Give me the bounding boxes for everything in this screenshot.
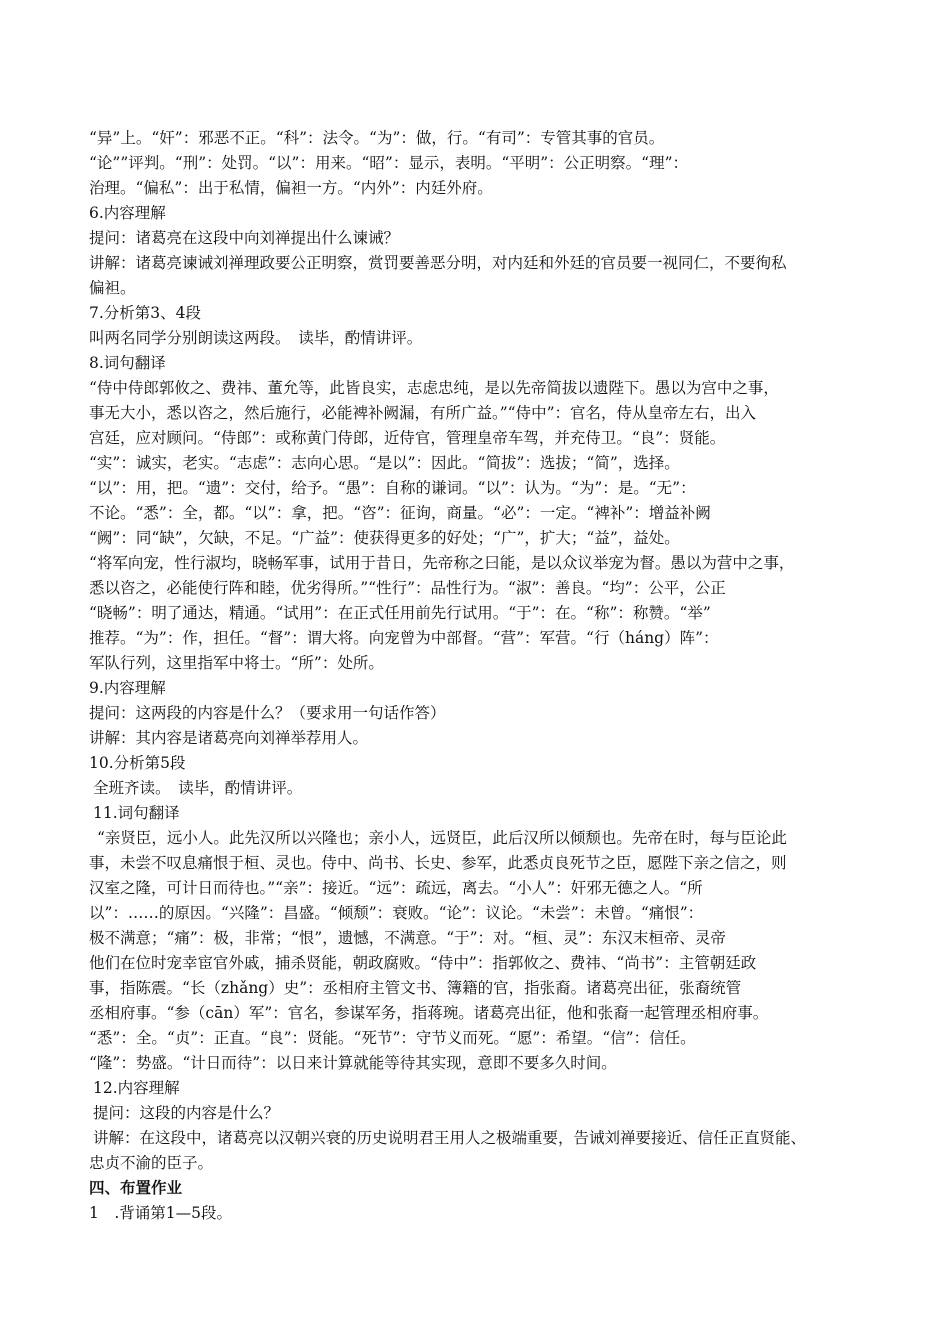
text-line: “悉”：全。“贞”：正直。“良”：贤能。“死节”：守节义而死。“愿”：希望。“信”：信任。 [89,1029,696,1047]
answer-line: 讲解：其内容是诸葛亮向刘禅举荐用人。 [89,729,369,747]
text-line: 极不满意；“痛”：极，非常；“恨”，遗憾，不满意。“于”：对。“桓、灵”：东汉末桓帝、灵帝 [89,929,726,947]
homework-item: 1 .背诵第1—5段。 [89,1204,233,1222]
answer-line: 忠贞不渝的臣子。 [89,1154,214,1172]
section-title: 9.内容理解 [89,679,166,697]
text-line: 事无大小，悉以咨之，然后施行，必能裨补阙漏，有所广益。”“侍中”：官名，侍从皇帝左右，出入 [89,404,757,422]
section-title: 7.分析第3、4段 [89,304,202,322]
text-line: 悉以咨之，必能使行阵和睦，优劣得所。”“性行”：品性行为。“淑”：善良。“均”：公平，公正 [89,579,726,597]
section-title: 11.词句翻译 [93,804,180,822]
section-title: 8.词句翻译 [89,354,166,372]
text-line: 叫两名同学分别朗读这两段。 读毕，酌情讲评。 [89,329,423,347]
homework-heading: 四、布置作业 [89,1179,183,1197]
question-line: 提问：诸葛亮在这段中向刘禅提出什么谏诫？ [89,229,400,247]
answer-line: 偏袒。 [89,279,136,297]
text-line: “将军向宠，性行淑均，晓畅军事，试用于昔日，先帝称之曰能，是以众议举宠为督。愚以为营中之事， [89,554,795,572]
text-line: 事，指陈震。“长（zhǎng）史”：丞相府主管文书、簿籍的官，指张裔。诸葛亮出征，张裔统管 [89,979,742,997]
text-line: 治理。“偏私”：出于私情，偏袒一方。“内外”：内廷外府。 [89,179,493,197]
section-title: 6.内容理解 [89,204,166,222]
text-line: “侍中侍郎郭攸之、费祎、董允等，此皆良实，志虑忠纯，是以先帝简拔以遗陛下。愚以为宫中之事， [89,379,779,397]
text-line: “论””评判。“刑”：处罚。“以”：用来。“昭”：显示，表明。“平明”：公正明察。“理”： [89,154,689,172]
text-line: “异”上。“奸”：邪恶不正。“科”：法令。“为”：做，行。“有司”：专管其事的官员。 [89,129,665,147]
text-line: 事，未尝不叹息痛恨于桓、灵也。侍中、尚书、长史、参军，此悉贞良死节之臣，愿陛下亲之信之，则 [89,854,787,872]
answer-line: 讲解：在这段中，诸葛亮以汉朝兴衰的历史说明君王用人之极端重要，告诫刘禅要接近、信任正直贤能、 [93,1129,807,1147]
text-line: 以”：……的原因。“兴隆”：昌盛。“倾颓”：衰败。“论”：议论。“未尝”：未曾。“痛恨”： [89,904,704,922]
answer-line: 讲解：诸葛亮谏诫刘禅理政要公正明察，赏罚要善恶分明，对内廷和外廷的官员要一视同仁，不要徇私 [89,254,787,272]
document-body [89,126,861,1226]
text-line: 他们在位时宠幸宦官外戚，捕杀贤能，朝政腐败。“侍中”：指郭攸之、费祎、“尚书”：主管朝廷政 [89,954,757,972]
text-line: “实”：诚实，老实。“志虑”：志向心思。“是以”：因此。“简拔”：选拔；“简”，选择。 [89,454,680,472]
text-line: 宫廷，应对顾问。“侍郎”：或称黄门侍郎，近侍官，管理皇帝车驾，并充侍卫。“良”：贤能。 [89,429,726,447]
text-line: 推荐。“为”：作，担任。“督”：谓大将。向宠曾为中部督。“营”：军营。“行（háng）阵”： [89,629,719,647]
text-line: “晓畅”：明了通达，精通。“试用”：在正式任用前先行试用。“于”：在。“称”：称赞。“举” [89,604,711,622]
text-line: “隆”：势盛。“计日而待”：以日来计算就能等待其实现，意即不要多久时间。 [89,1054,617,1072]
text-line: “以”：用，把。“遗”：交付，给予。“愚”：自称的谦词。“以”：认为。“为”：是。“无”： [89,479,696,497]
text-line: 不论。“悉”：全，都。“以”：拿，把。“咨”：征询，商量。“必”：一定。“裨补”：增益补阙 [89,504,711,522]
text-line: 汉室之隆，可计日而待也。”“亲”：接近。“远”：疏远，离去。“小人”：奸邪无德之人。“所 [89,879,703,897]
section-title: 10.分析第5段 [89,754,186,772]
text-line: 丞相府事。“参（cān）军”：官名，参谋军务，指蒋琬。诸葛亮出征，他和张裔一起管理丞相府事。 [89,1004,769,1022]
text-line: 军队行列，这里指军中将士。“所”：处所。 [89,654,384,672]
question-line: 提问：这两段的内容是什么？（要求用一句话作答） [89,704,446,722]
text-line: 全班齐读。 读毕，酌情讲评。 [93,779,303,797]
question-line: 提问：这段的内容是什么？ [93,1104,280,1122]
text-line: “阙”：同“缺”，欠缺，不足。“广益”：使获得更多的好处；“广”，扩大；“益”，益处。 [89,529,680,547]
section-title: 12.内容理解 [93,1079,180,1097]
text-line: “亲贤臣，远小人。此先汉所以兴隆也；亲小人，远贤臣，此后汉所以倾颓也。先帝在时，每与臣论此 [97,829,787,847]
